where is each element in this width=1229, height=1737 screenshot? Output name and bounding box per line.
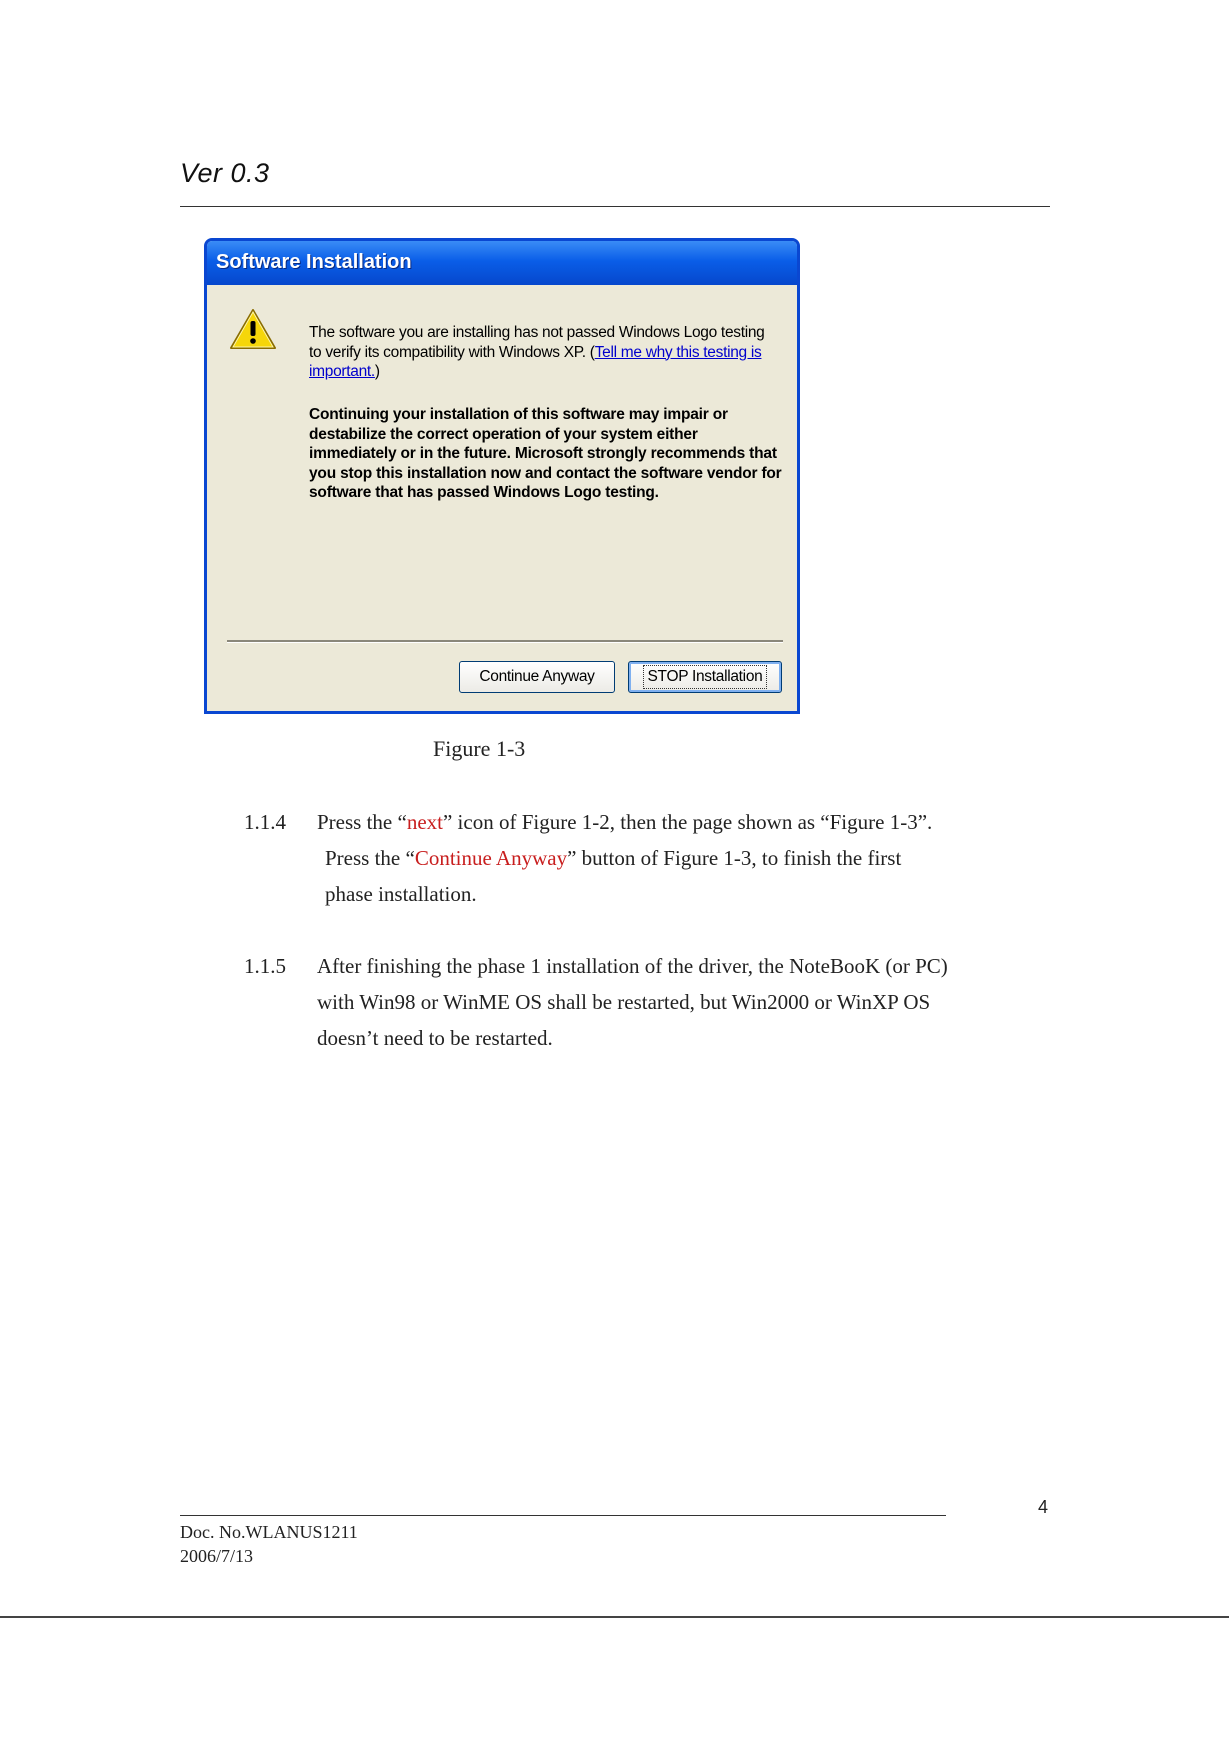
step-number: 1.1.5: [244, 954, 286, 978]
step-line: [317, 804, 932, 840]
stop-installation-label: STOP Installation: [643, 665, 768, 689]
continue-anyway-button[interactable]: [459, 661, 615, 693]
continue-anyway-label: Continue Anyway: [479, 668, 595, 685]
dialog-separator: [227, 640, 783, 643]
step-line: with Win98 or WinME OS shall be restarted, but Win2000 or WinXP OS: [317, 990, 931, 1014]
figure-caption: Figure 1-3: [433, 736, 526, 761]
compatibility-message: [309, 323, 779, 382]
step-text: Press the “: [325, 846, 415, 870]
highlight-next: next: [406, 810, 443, 834]
message-text: The software you are installing has not passed Windows Logo testing to verify its compatibility with Windows XP. (: [309, 324, 765, 361]
header-rule: [180, 206, 1050, 207]
step-line: After finishing the phase 1 installation of the driver, the NoteBooK (or PC): [317, 954, 948, 978]
stop-installation-button[interactable]: [628, 661, 782, 693]
tell-me-why-link[interactable]: Tell me why this testing is important.: [309, 343, 762, 380]
version-header: Ver 0.3: [180, 158, 270, 188]
doc-number: Doc. No.WLANUS1211: [180, 1522, 358, 1542]
dialog-title-bar[interactable]: [207, 241, 797, 285]
step-text: Press the “: [317, 810, 407, 834]
warning-icon: [229, 307, 277, 351]
step-number: 1.1.4: [244, 810, 286, 834]
highlight-continue-anyway: Continue Anyway: [414, 846, 568, 870]
step-line: phase installation.: [325, 882, 477, 906]
step-text: ” icon of Figure 1-2, then the page shown as “Figure 1-3”.: [442, 810, 933, 834]
message-close-paren: ): [374, 363, 380, 380]
step-line: [325, 840, 901, 876]
footer-rule: [180, 1515, 946, 1516]
doc-date: 2006/7/13: [180, 1546, 254, 1566]
page-number: 4: [1038, 1497, 1049, 1517]
footer-doc-info: [180, 1520, 358, 1568]
dialog-title: Software Installation: [216, 251, 412, 273]
page-bottom-rule: [0, 1616, 1229, 1618]
software-installation-dialog: [204, 238, 800, 714]
step-line: doesn’t need to be restarted.: [317, 1026, 553, 1050]
warning-message: Continuing your installation of this software may impair or destabilize the correct operation of your system either immediately or in the future. Microsoft strongly recommends that you stop this installation now and contact the software vendor for software that has passed Windows Logo testing.: [309, 406, 782, 501]
step-text: ” button of Figure 1-3, to finish the first: [567, 846, 902, 870]
